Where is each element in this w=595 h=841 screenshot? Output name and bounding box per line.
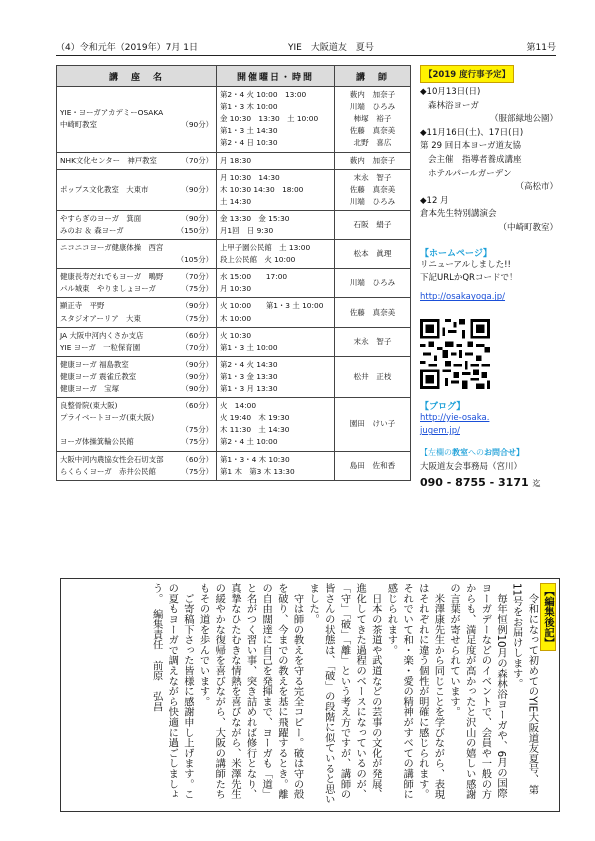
course-name: ヨーガ体操箕輪公民館 [60,437,134,447]
instructor-cell [335,356,411,397]
schedule-time: 金 10:30 13:30 土 10:00 [220,114,319,124]
column-header-schedule: 開催曜日・時間 [217,66,335,87]
course-name: プライベートヨーガ(東大阪) [60,413,155,423]
schedule-cell [217,327,335,356]
schedule-time: 段上公民館 火 10:00 [220,255,296,265]
course-line [60,466,213,478]
course-duration: （70分） [181,155,213,165]
homepage-title: 【ホームページ】 [420,248,492,259]
course-duration: （105分） [176,255,213,265]
instructor-name: 末永 智子 [353,336,392,346]
course-duration: （70分） [181,272,213,282]
schedule-time: 月1回 日 9:30 [220,225,274,235]
course-cell [57,269,217,298]
table-row [57,269,411,298]
course-duration: （90分） [181,384,213,394]
event-line: ホテルパールガーデン [428,168,512,179]
course-line [60,400,213,412]
instructor-cell [335,398,411,451]
course-duration: （75分） [181,313,213,323]
schedule-time: 土 14:30 [220,196,252,206]
phone-suffix: 迄 [532,478,541,488]
schedule-time: 火 14:00 [220,401,257,411]
issue-date: （4）令和元年（2019年）7月 1日 [56,43,198,53]
editorial-paragraph: 守は師の教えを守る完全コピー。破は守の殻を破り、今までの教えを基に飛躍するとき。離の自由闊達に自己を発揮まで、ヨーガも「道」と名がつく習い事、突き詰めれば修行となり、真摯なひたむきな情熱を喜びながら、米澤先生の緩やかな復帰を喜びながら、大阪の講師たちもその道を歩んでいます。 [197,583,304,800]
course-name: 顯正寺 平野 [60,301,105,311]
course-cell [57,169,217,210]
qr-code-icon [420,319,490,389]
course-line [60,213,213,225]
homepage-text-2: 下記URLかQRコードで！ [420,272,518,283]
course-name: 大阪中河内農協女性会石切支部 [60,454,164,464]
schedule-time: 火 19:40 木 19:30 [220,413,290,423]
course-line [60,283,213,295]
schedule-cell [217,152,335,169]
course-duration: （90分） [181,184,213,194]
schedule-cell [217,398,335,451]
course-name: 健康ヨーガ 宝塚 [60,384,119,394]
editorial-paragraph: 令和になって初めてのYIE大阪道友夏号、第11号をお届けします。 [510,583,539,795]
events-list [420,86,558,236]
course-duration: （75分） [181,437,213,447]
instructor-name: 北野 喜広 [353,138,392,148]
event-line: ◆12 月 [420,195,449,206]
schedule-cell [217,298,335,327]
editorial-paragraph: 日本の茶道や武道などの芸事の文化が発展、進化してきた過程のベースになっているのが、「守」「破」「離」という考え方ですが、講師の皆さんの状態は、「破」の段階に似ていると思いました。 [307,583,382,805]
course-name: 健康ヨーガ 福島教室 [60,359,129,369]
event-line: 第 29 回日本ヨーガ道友協 [420,141,522,152]
course-duration: （75分） [181,425,213,435]
issue-number: 第11号 [526,43,556,53]
schedule-time: 第1・3 土 10:00 [220,342,278,352]
course-name: 健康ヨーガ 震雀丘教室 [60,371,137,381]
sidebar [420,65,558,489]
event-line: （服部緑地公園） [489,114,558,125]
course-line [60,371,213,383]
page-header [56,40,556,54]
course-cell [57,87,217,153]
course-line [60,184,213,196]
course-duration: （90分） [181,371,213,381]
instructor-name: 柿塚 裕子 [353,114,392,124]
schedule-time: 金 13:30 金 15:30 [220,213,290,223]
instructor-cell [335,298,411,327]
course-duration: （60分） [181,401,213,411]
course-duration: （150分） [176,225,213,235]
schedule-time: 第1・3・4 木 10:30 [220,454,290,464]
event-line: ◆11月16日(土)、17日(日) [420,127,524,138]
inquiry-prefix: 【左欄の [420,447,452,457]
course-line [60,454,213,466]
schedule-cell [217,169,335,210]
event-line: （中崎町教室） [498,222,558,233]
course-cell [57,327,217,356]
course-line [60,271,213,283]
course-name: 健康長寿だれでもヨーガ 鴫野 [60,272,164,282]
event-line: 会主催 指導者養成講座 [428,154,522,165]
course-line [60,254,213,266]
course-line [60,242,213,254]
course-name: ポップス文化教室 大東市 [60,184,149,194]
course-name: NHK文化センター 神戸教室 [60,155,157,165]
editorial-paragraph: 米澤康先生から同じことを学びながら、表現はそれぞれに違う個性が明確に感じられます。それでいて和・楽・愛の精神がすべての講師に感じられます。 [385,583,445,800]
course-cell [57,451,217,480]
editorial-paragraph: 毎年恒例10月の森林浴ヨーガや、6月の国際ヨーガデーなどのイベントで、会員や一般の方からも、満足度が高かったと沢山の嬉しい感謝の言葉が寄せられています。 [448,583,508,800]
course-line [60,119,213,131]
schedule-time: 木 10:00 [220,313,252,323]
schedule-time: 第2・4 日 10:30 [220,138,278,148]
instructor-name: 佐藤 真奈美 [349,307,396,317]
event-line: 森林浴ヨーガ [428,100,479,111]
table-row [57,210,411,239]
inquiry-classroom: 教室 [452,447,468,457]
course-line [60,383,213,395]
table-row [57,398,411,451]
course-duration: （90分） [181,301,213,311]
schedule-time: 第2・4 土 10:00 [220,437,278,447]
schedule-time: 第1・3 金 13:30 [220,371,278,381]
instructor-name: 薮内 加奈子 [349,90,396,100]
course-line [60,225,213,237]
course-cell [57,298,217,327]
schedule-cell [217,269,335,298]
instructor-name: 薮内 加奈子 [349,155,396,165]
course-name: やすらぎのヨーガ 箕面 [60,213,142,223]
table-row [57,169,411,210]
course-name: スタジオアーリア 大東 [60,313,141,323]
instructor-name: 佐藤 真奈美 [349,184,396,194]
table-row [57,327,411,356]
event-line: ◆10月13日(日) [420,87,481,97]
schedule-time: 火 10:30 [220,330,252,340]
course-line [60,412,213,424]
editorial-paragraph: ご寄稿下さった皆様に感謝申し上げます。この夏もヨーガで調えながら快適に過ごしましょう。 編集責任 前原 弘昌 [150,583,194,800]
event-line: 倉本先生特別講演会 [420,209,497,220]
instructor-name: 石阪 絹子 [353,219,392,229]
schedule-time: 月 10:30 14:30 [220,172,280,182]
course-line [60,424,213,436]
schedule-cell [217,356,335,397]
course-duration: （90分） [181,359,213,369]
homepage-link[interactable]: http://osakayoga.jp/ [420,292,506,303]
instructor-cell [335,87,411,153]
schedule-time: 第1・3 木 10:00 [220,102,278,112]
schedule-time: 火 10:00 第1・3 土 10:00 [220,301,324,311]
instructor-cell [335,327,411,356]
course-duration: （75分） [181,466,213,476]
schedule-time: 月 18:30 [220,155,252,165]
instructor-cell [335,451,411,480]
course-line [60,436,213,448]
schedule-time: 第2・4 火 14:30 [220,359,278,369]
course-line [60,300,213,312]
schedule-time: 上甲子園公民館 土 13:00 [220,243,311,253]
table-body [57,87,411,481]
table-row [57,356,411,397]
table-row [57,451,411,480]
instructor-name: 川端 ひろみ [349,278,396,288]
instructor-cell [335,152,411,169]
phone-number: 090 - 8755 - 3171 [420,475,529,489]
instructor-name: 松井 正枝 [353,371,392,381]
instructor-name: 川端 ひろみ [349,196,396,206]
inquiry-contact: お問合せ】 [484,447,524,457]
schedule-time: 水 15:00 17:00 [220,272,288,282]
inquiry-title [420,447,558,458]
course-duration: （70分） [181,342,213,352]
instructor-name: 園田 けい子 [349,419,396,429]
instructor-name: 佐藤 真奈美 [349,126,396,136]
events-title: 【2019 度行事予定】 [420,65,514,83]
course-cell [57,152,217,169]
blog-title: 【ブログ】 [420,401,466,412]
course-name: ニコニコヨーガ健康体操 西宮 [60,243,164,253]
instructor-name: 島田 佐和香 [349,460,396,470]
course-name: YIE・ヨーガアカデミーOSAKA [60,108,164,118]
instructor-cell [335,269,411,298]
course-name: みのお ＆ 森ヨーガ [60,225,124,235]
course-cell [57,210,217,239]
course-name: パル城東 やりましょヨーガ [60,284,156,294]
course-cell [57,398,217,451]
course-cell [57,356,217,397]
course-name: 良整骨院(東大阪) [60,401,118,411]
office-name: 大阪道友会事務局（宮川） [420,461,523,472]
course-line [60,155,213,167]
course-duration: （60分） [181,330,213,340]
schedule-time: 第1・3 月 13:30 [220,384,278,394]
schedule-cell [217,240,335,269]
schedule-time: 第1・3 土 14:30 [220,126,278,136]
schedule-time: 木 11:30 土 14:30 [220,425,290,435]
schedule-time: 第2・4 火 10:00 13:00 [220,90,307,100]
table-row [57,240,411,269]
table-row [57,152,411,169]
instructor-name: 末永 智子 [353,172,392,182]
course-name: YIE ヨーガ 一粒保育園 [60,342,141,352]
course-line [60,107,213,119]
column-header-instructor: 講 師 [335,66,411,87]
column-header-course: 講 座 名 [57,66,217,87]
schedule-cell [217,210,335,239]
course-name: JA 大阪中河内くさか支店 [60,330,144,340]
header-divider [56,55,556,56]
course-duration: （90分） [181,120,213,130]
schedule-cell [217,87,335,153]
course-duration: （60分） [181,454,213,464]
course-name: 中崎町教室 [60,120,97,130]
course-cell [57,240,217,269]
editorial-title: 【編集後記】 [540,583,556,651]
schedule-time: 月 10:30 [220,284,252,294]
course-line [60,313,213,325]
publication-title: YIE 大阪道友 夏号 [288,43,374,53]
event-line: （高松市） [515,182,558,193]
inquiry-mid: への [468,447,484,457]
blog-link-line-2[interactable]: jugem.jp/ [420,426,460,437]
course-name: らくらくヨーガ 赤井公民館 [60,466,156,476]
course-line [60,359,213,371]
instructor-name: 松本 眞理 [353,249,392,259]
table-row [57,87,411,153]
schedule-cell [217,451,335,480]
schedule-time: 第1 木 第3 木 13:30 [220,466,295,476]
instructor-cell [335,240,411,269]
instructor-cell [335,210,411,239]
course-duration: （75分） [181,284,213,294]
class-schedule-table [56,65,411,481]
course-duration: （90分） [181,213,213,223]
table-header-row [57,66,411,87]
course-line [60,330,213,342]
course-line [60,342,213,354]
blog-link-line-1[interactable]: http://yie-osaka. [420,412,490,423]
instructor-cell [335,169,411,210]
homepage-text-1: リニューアルしました!! [420,259,511,270]
editorial-text [148,583,555,807]
table-row [57,298,411,327]
editorial-box [60,578,560,812]
instructor-name: 川端 ひろみ [349,102,396,112]
schedule-time: 木 10:30 14:30 18:00 [220,184,304,194]
